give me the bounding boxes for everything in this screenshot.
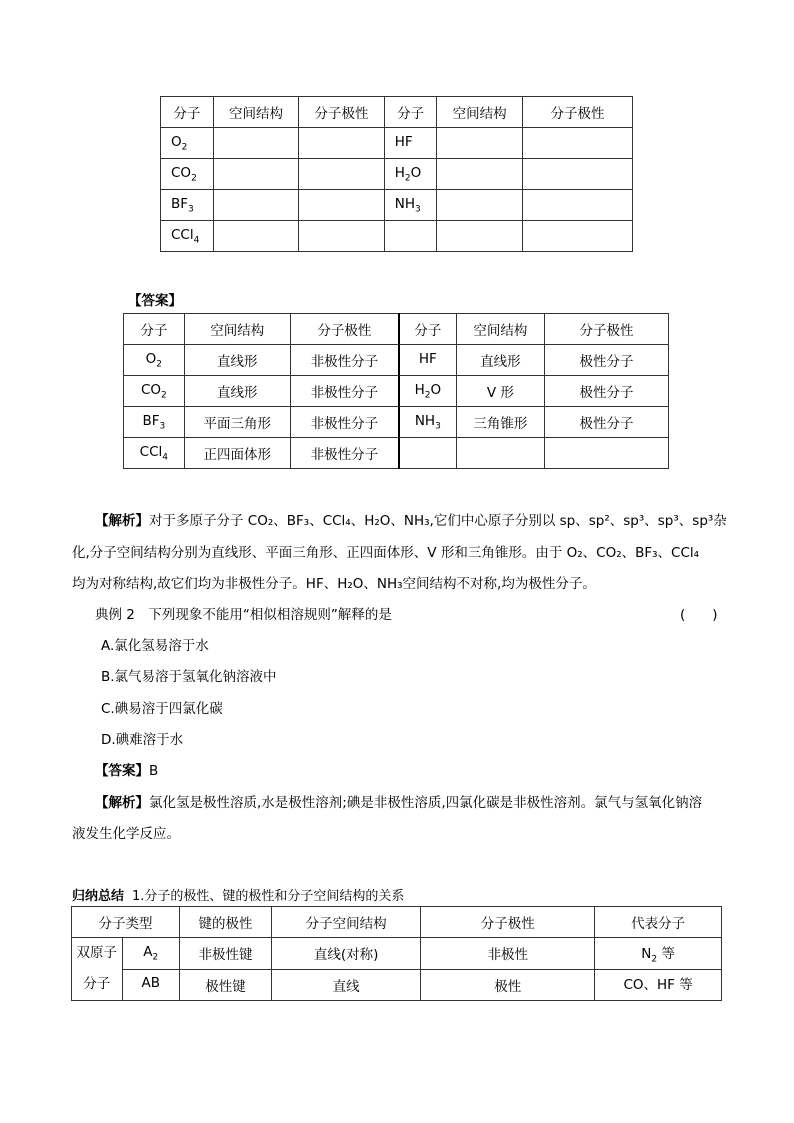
example-title: 典例 2 下列现象不能用“相似相溶规则”解释的是	[95, 607, 392, 623]
empty-cell	[522, 128, 632, 159]
empty-cell	[299, 221, 385, 252]
empty-cell	[522, 221, 632, 252]
empty-cell	[299, 190, 385, 221]
analysis-label: 【解析】	[95, 513, 149, 529]
header-cell: 分子极性	[522, 97, 632, 128]
analysis-line: 液发生化学反应。	[72, 826, 180, 842]
header-cell: 分子极性	[290, 314, 399, 345]
structure-cell: 直线形	[184, 376, 290, 407]
analysis-line: 均为对称结构,故它们均为非极性分子。HF、H₂O、NH₃空间结构不对称,均为极性分子。	[72, 576, 596, 592]
empty-cell	[213, 190, 299, 221]
group-cell: 双原子分子	[72, 938, 123, 1001]
representative-cell: CO、HF 等	[595, 969, 722, 1001]
structure-cell: 三角锥形	[456, 407, 544, 438]
question-table	[160, 96, 633, 252]
table-row	[72, 938, 722, 970]
molecule-cell: $NH_3$	[399, 407, 456, 438]
empty-cell	[299, 128, 385, 159]
analysis-line: 化,分子空间结构分别为直线形、平面三角形、正四面体形、V 形和三角锥形。由于 O₂、CO₂、BF₃、CCl₄	[72, 545, 700, 561]
answer-paren: ( )	[680, 607, 718, 623]
analysis-line: 【解析】氯化氢是极性溶质,水是极性溶剂;碘是非极性溶质,四氯化碳是非极性溶剂。氯气与氢氧化钠溶	[95, 795, 703, 811]
molecule-cell	[384, 221, 437, 252]
option-b: B.氯气易溶于氢氧化钠溶液中	[101, 669, 277, 685]
table-row	[161, 159, 633, 190]
empty-cell	[522, 190, 632, 221]
molecule-cell: $O_2$	[161, 128, 214, 159]
table-row	[124, 407, 669, 438]
header-cell: 空间结构	[184, 314, 290, 345]
header-cell: 代表分子	[595, 907, 722, 938]
header-cell: 空间结构	[437, 97, 523, 128]
table-row	[72, 969, 722, 1001]
header-cell: 空间结构	[456, 314, 544, 345]
header-cell: 键的极性	[180, 907, 272, 938]
molecule-cell: CCl$_4$	[124, 438, 185, 469]
header-cell: 分子极性	[299, 97, 385, 128]
molecule-cell: CCl$_4$	[161, 221, 214, 252]
type-cell: $A_2$	[122, 938, 180, 970]
molecule-cell: HF	[399, 345, 456, 376]
header-cell: 分子空间结构	[271, 907, 420, 938]
header-cell: 分子	[161, 97, 214, 128]
molecule-cell: HF	[384, 128, 437, 159]
answer-line: 【答案】B	[95, 763, 159, 779]
molecule-cell: $H_2O$	[399, 376, 456, 407]
polarity-cell: 非极性分子	[290, 407, 399, 438]
type-cell: AB	[122, 969, 180, 1001]
polarity-cell: 极性分子	[544, 376, 668, 407]
molecule-cell: $CO_2$	[161, 159, 214, 190]
header-cell: 分子	[124, 314, 185, 345]
structure-cell	[456, 438, 544, 469]
polarity-cell: 极性	[421, 969, 595, 1001]
option-d: D.碘难溶于水	[101, 732, 184, 748]
header-cell: 分子极性	[421, 907, 595, 938]
answer-table	[123, 313, 669, 469]
structure-cell: 直线(对称)	[271, 938, 420, 970]
molecule-cell: $H_2O$	[384, 159, 437, 190]
molecule-cell: $CO_2$	[124, 376, 185, 407]
table-header-row	[124, 314, 669, 345]
table-row	[161, 221, 633, 252]
table-row	[124, 345, 669, 376]
summary-table	[71, 906, 722, 1001]
polarity-cell: 极性分子	[544, 407, 668, 438]
structure-cell: 直线	[271, 969, 420, 1001]
molecule-cell: $BF_3$	[161, 190, 214, 221]
header-cell: 分子类型	[72, 907, 180, 938]
structure-cell: 直线形	[184, 345, 290, 376]
table-row	[161, 190, 633, 221]
bond-cell: 极性键	[180, 969, 272, 1001]
table-row	[124, 438, 669, 469]
polarity-cell: 非极性分子	[290, 438, 399, 469]
molecule-cell: $NH_3$	[384, 190, 437, 221]
table-row	[124, 376, 669, 407]
empty-cell	[299, 159, 385, 190]
empty-cell	[213, 128, 299, 159]
polarity-cell: 非极性分子	[290, 376, 399, 407]
header-cell: 分子	[384, 97, 437, 128]
structure-cell: 正四面体形	[184, 438, 290, 469]
polarity-cell: 非极性分子	[290, 345, 399, 376]
bond-cell: 非极性键	[180, 938, 272, 970]
molecule-cell: $O_2$	[124, 345, 185, 376]
empty-cell	[522, 159, 632, 190]
analysis-line: 【解析】对于多原子分子 CO₂、BF₃、CCl₄、H₂O、NH₃,它们中心原子分别以 sp、sp²、sp³、sp³、sp³杂	[95, 513, 727, 529]
table-header-row	[161, 97, 633, 128]
empty-cell	[437, 221, 523, 252]
option-c: C.碘易溶于四氯化碳	[101, 701, 223, 717]
polarity-cell: 非极性	[421, 938, 595, 970]
structure-cell: V 形	[456, 376, 544, 407]
table-header-row	[72, 907, 722, 938]
structure-cell: 直线形	[456, 345, 544, 376]
answer-label: 【答案】	[128, 293, 182, 309]
molecule-cell	[399, 438, 456, 469]
header-cell: 分子	[399, 314, 456, 345]
header-cell: 空间结构	[213, 97, 299, 128]
representative-cell: $N_2$ 等	[595, 938, 722, 970]
empty-cell	[437, 159, 523, 190]
empty-cell	[213, 221, 299, 252]
summary-heading: 归纳总结 1.分子的极性、键的极性和分子空间结构的关系	[72, 889, 405, 904]
empty-cell	[213, 159, 299, 190]
table-row	[161, 128, 633, 159]
header-cell: 分子极性	[544, 314, 668, 345]
empty-cell	[437, 128, 523, 159]
polarity-cell: 极性分子	[544, 345, 668, 376]
empty-cell	[437, 190, 523, 221]
structure-cell: 平面三角形	[184, 407, 290, 438]
molecule-cell: $BF_3$	[124, 407, 185, 438]
option-a: A.氯化氢易溶于水	[101, 638, 209, 654]
polarity-cell	[544, 438, 668, 469]
